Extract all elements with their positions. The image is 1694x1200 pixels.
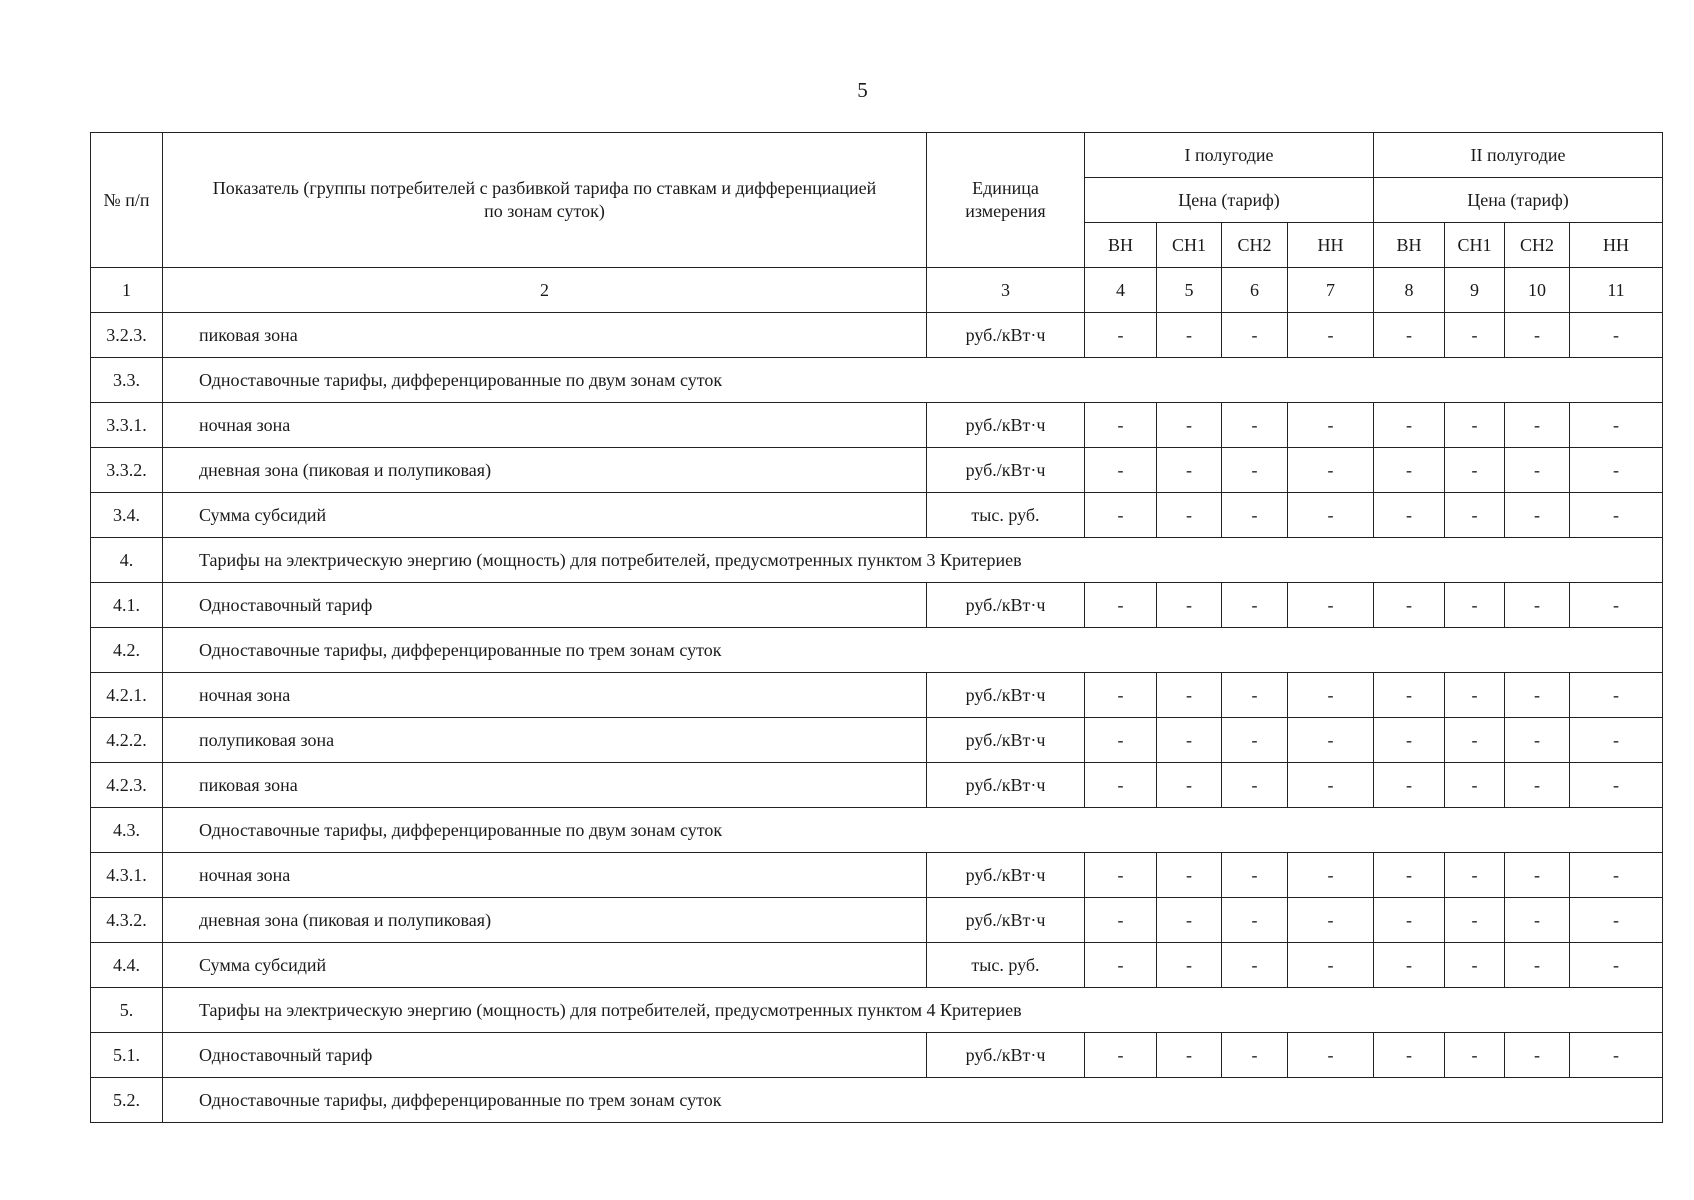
tariff-value: - [1288, 943, 1374, 988]
row-label: Сумма субсидий [163, 943, 927, 988]
table-row [91, 853, 1663, 898]
header-half-2: II полугодие [1374, 133, 1663, 178]
tariff-value: - [1505, 493, 1570, 538]
tariff-value: - [1570, 448, 1663, 493]
table-row [91, 403, 1663, 448]
tariff-value: - [1222, 313, 1288, 358]
tariff-value: - [1570, 583, 1663, 628]
row-label: дневная зона (пиковая и полупиковая) [163, 898, 927, 943]
row-number: 5.2. [91, 1078, 163, 1123]
tariff-value: - [1085, 943, 1157, 988]
tariff-value: - [1288, 763, 1374, 808]
tariff-value: - [1505, 718, 1570, 763]
tariff-value: - [1505, 853, 1570, 898]
row-number: 3.4. [91, 493, 163, 538]
section-row [91, 538, 1663, 583]
tariff-value: - [1157, 313, 1222, 358]
tariff-value: - [1157, 583, 1222, 628]
tariff-value: - [1570, 673, 1663, 718]
tariff-value: - [1445, 943, 1505, 988]
section-row [91, 988, 1663, 1033]
row-label: пиковая зона [163, 313, 927, 358]
tariff-value: - [1374, 583, 1445, 628]
row-label: Одноставочные тарифы, дифференцированные по трем зонам суток [163, 628, 1663, 673]
table-row [91, 898, 1663, 943]
tariff-value: - [1085, 1033, 1157, 1078]
header-level: НН [1288, 223, 1374, 268]
column-number: 3 [927, 268, 1085, 313]
row-unit: руб./кВт·ч [927, 313, 1085, 358]
tariff-value: - [1222, 943, 1288, 988]
tariff-value: - [1570, 313, 1663, 358]
row-label: Сумма субсидий [163, 493, 927, 538]
row-label: Тарифы на электрическую энергию (мощность) для потребителей, предусмотренных пунктом 3 Критериев [163, 538, 1663, 583]
table-row [91, 943, 1663, 988]
tariff-value: - [1085, 853, 1157, 898]
header-price-1: Цена (тариф) [1085, 178, 1374, 223]
tariff-value: - [1288, 313, 1374, 358]
tariff-value: - [1570, 1033, 1663, 1078]
row-label: дневная зона (пиковая и полупиковая) [163, 448, 927, 493]
tariff-value: - [1085, 898, 1157, 943]
row-number: 4.2. [91, 628, 163, 673]
row-label: Одноставочные тарифы, дифференцированные по трем зонам суток [163, 1078, 1663, 1123]
tariff-value: - [1157, 718, 1222, 763]
column-number: 1 [91, 268, 163, 313]
header-half-1: I полугодие [1085, 133, 1374, 178]
tariff-value: - [1288, 448, 1374, 493]
tariff-value: - [1505, 583, 1570, 628]
tariff-value: - [1288, 673, 1374, 718]
section-row [91, 358, 1663, 403]
tariff-value: - [1222, 898, 1288, 943]
row-label: полупиковая зона [163, 718, 927, 763]
row-label: ночная зона [163, 853, 927, 898]
column-number: 2 [163, 268, 927, 313]
tariff-value: - [1085, 718, 1157, 763]
table-body [91, 268, 1663, 1123]
tariff-value: - [1085, 493, 1157, 538]
tariff-value: - [1505, 763, 1570, 808]
table-header [91, 133, 1663, 268]
row-number: 3.3. [91, 358, 163, 403]
row-label: Тарифы на электрическую энергию (мощность) для потребителей, предусмотренных пунктом 4 Критериев [163, 988, 1663, 1033]
tariff-value: - [1288, 403, 1374, 448]
row-unit: руб./кВт·ч [927, 898, 1085, 943]
tariff-value: - [1222, 853, 1288, 898]
tariff-value: - [1505, 448, 1570, 493]
tariff-value: - [1222, 763, 1288, 808]
table-row [91, 583, 1663, 628]
section-row [91, 808, 1663, 853]
tariff-value: - [1085, 763, 1157, 808]
tariff-value: - [1288, 898, 1374, 943]
tariff-value: - [1157, 493, 1222, 538]
tariff-value: - [1445, 763, 1505, 808]
row-number: 5. [91, 988, 163, 1033]
header-price-2: Цена (тариф) [1374, 178, 1663, 223]
tariff-value: - [1505, 313, 1570, 358]
tariff-value: - [1222, 1033, 1288, 1078]
header-level: ВН [1085, 223, 1157, 268]
section-row [91, 1078, 1663, 1123]
row-unit: руб./кВт·ч [927, 763, 1085, 808]
tariff-value: - [1445, 313, 1505, 358]
row-label: Одноставочные тарифы, дифференцированные по двум зонам суток [163, 358, 1663, 403]
tariff-value: - [1157, 763, 1222, 808]
tariff-value: - [1445, 1033, 1505, 1078]
row-unit: руб./кВт·ч [927, 448, 1085, 493]
tariff-value: - [1374, 898, 1445, 943]
tariff-value: - [1505, 1033, 1570, 1078]
tariff-value: - [1505, 403, 1570, 448]
header-level: СН2 [1505, 223, 1570, 268]
tariff-value: - [1445, 853, 1505, 898]
tariff-value: - [1374, 448, 1445, 493]
page-number: 5 [857, 78, 868, 102]
tariff-value: - [1157, 1033, 1222, 1078]
section-row [91, 628, 1663, 673]
header-level: ВН [1374, 223, 1445, 268]
tariff-value: - [1445, 493, 1505, 538]
tariff-value: - [1288, 718, 1374, 763]
row-unit: руб./кВт·ч [927, 853, 1085, 898]
column-numbers-row [91, 268, 1663, 313]
tariff-value: - [1288, 493, 1374, 538]
column-number: 5 [1157, 268, 1222, 313]
row-number: 3.2.3. [91, 313, 163, 358]
tariff-value: - [1505, 673, 1570, 718]
tariff-value: - [1085, 673, 1157, 718]
table-row [91, 673, 1663, 718]
row-number: 4.3.1. [91, 853, 163, 898]
tariff-value: - [1222, 403, 1288, 448]
tariff-value: - [1570, 853, 1663, 898]
row-number: 4.4. [91, 943, 163, 988]
row-label: Одноставочный тариф [163, 1033, 927, 1078]
tariff-table [90, 132, 1663, 1123]
tariff-value: - [1445, 448, 1505, 493]
tariff-value: - [1157, 448, 1222, 493]
tariff-value: - [1157, 673, 1222, 718]
tariff-value: - [1570, 943, 1663, 988]
tariff-value: - [1288, 1033, 1374, 1078]
tariff-value: - [1505, 943, 1570, 988]
header-indicator: Показатель (группы потребителей с разбивкой тарифа по ставкам и дифференциацией по зонам суток) [163, 133, 927, 268]
tariff-value: - [1445, 898, 1505, 943]
row-unit: руб./кВт·ч [927, 673, 1085, 718]
tariff-value: - [1570, 718, 1663, 763]
tariff-value: - [1288, 583, 1374, 628]
tariff-value: - [1157, 943, 1222, 988]
tariff-value: - [1374, 853, 1445, 898]
row-unit: тыс. руб. [927, 493, 1085, 538]
tariff-value: - [1157, 853, 1222, 898]
row-number: 4.1. [91, 583, 163, 628]
row-label: Одноставочный тариф [163, 583, 927, 628]
tariff-value: - [1374, 718, 1445, 763]
header-level: СН1 [1445, 223, 1505, 268]
table-row [91, 448, 1663, 493]
column-number: 11 [1570, 268, 1663, 313]
column-number: 8 [1374, 268, 1445, 313]
table-row [91, 1033, 1663, 1078]
row-unit: руб./кВт·ч [927, 718, 1085, 763]
tariff-value: - [1222, 718, 1288, 763]
tariff-value: - [1222, 673, 1288, 718]
tariff-value: - [1570, 898, 1663, 943]
tariff-value: - [1157, 403, 1222, 448]
row-label: ночная зона [163, 403, 927, 448]
column-number: 7 [1288, 268, 1374, 313]
row-number: 4.3.2. [91, 898, 163, 943]
tariff-value: - [1445, 673, 1505, 718]
row-number: 4.2.3. [91, 763, 163, 808]
tariff-value: - [1288, 853, 1374, 898]
tariff-value: - [1085, 448, 1157, 493]
table-row [91, 763, 1663, 808]
column-number: 4 [1085, 268, 1157, 313]
tariff-value: - [1570, 763, 1663, 808]
header-level: СН2 [1222, 223, 1288, 268]
tariff-value: - [1374, 313, 1445, 358]
tariff-value: - [1445, 718, 1505, 763]
row-unit: руб./кВт·ч [927, 1033, 1085, 1078]
row-number: 5.1. [91, 1033, 163, 1078]
tariff-value: - [1085, 313, 1157, 358]
row-number: 4.2.1. [91, 673, 163, 718]
tariff-value: - [1222, 583, 1288, 628]
header-unit: Единица измерения [927, 133, 1085, 268]
tariff-value: - [1445, 583, 1505, 628]
tariff-value: - [1374, 1033, 1445, 1078]
row-label: пиковая зона [163, 763, 927, 808]
row-unit: руб./кВт·ч [927, 583, 1085, 628]
row-label: Одноставочные тарифы, дифференцированные по двум зонам суток [163, 808, 1663, 853]
tariff-value: - [1374, 673, 1445, 718]
tariff-value: - [1374, 943, 1445, 988]
tariff-value: - [1374, 493, 1445, 538]
row-number: 3.3.1. [91, 403, 163, 448]
header-num: № п/п [91, 133, 163, 268]
row-label: ночная зона [163, 673, 927, 718]
row-number: 3.3.2. [91, 448, 163, 493]
row-unit: руб./кВт·ч [927, 403, 1085, 448]
tariff-value: - [1445, 403, 1505, 448]
tariff-value: - [1374, 403, 1445, 448]
header-level: НН [1570, 223, 1663, 268]
tariff-value: - [1570, 493, 1663, 538]
tariff-value: - [1157, 898, 1222, 943]
column-number: 9 [1445, 268, 1505, 313]
row-number: 4.2.2. [91, 718, 163, 763]
tariff-value: - [1085, 583, 1157, 628]
tariff-value: - [1505, 898, 1570, 943]
row-number: 4.3. [91, 808, 163, 853]
table-row [91, 493, 1663, 538]
tariff-value: - [1374, 763, 1445, 808]
table-row [91, 718, 1663, 763]
row-number: 4. [91, 538, 163, 583]
table-row [91, 313, 1663, 358]
column-number: 6 [1222, 268, 1288, 313]
header-level: СН1 [1157, 223, 1222, 268]
row-unit: тыс. руб. [927, 943, 1085, 988]
column-number: 10 [1505, 268, 1570, 313]
tariff-value: - [1222, 448, 1288, 493]
tariff-value: - [1222, 493, 1288, 538]
tariff-value: - [1570, 403, 1663, 448]
tariff-value: - [1085, 403, 1157, 448]
